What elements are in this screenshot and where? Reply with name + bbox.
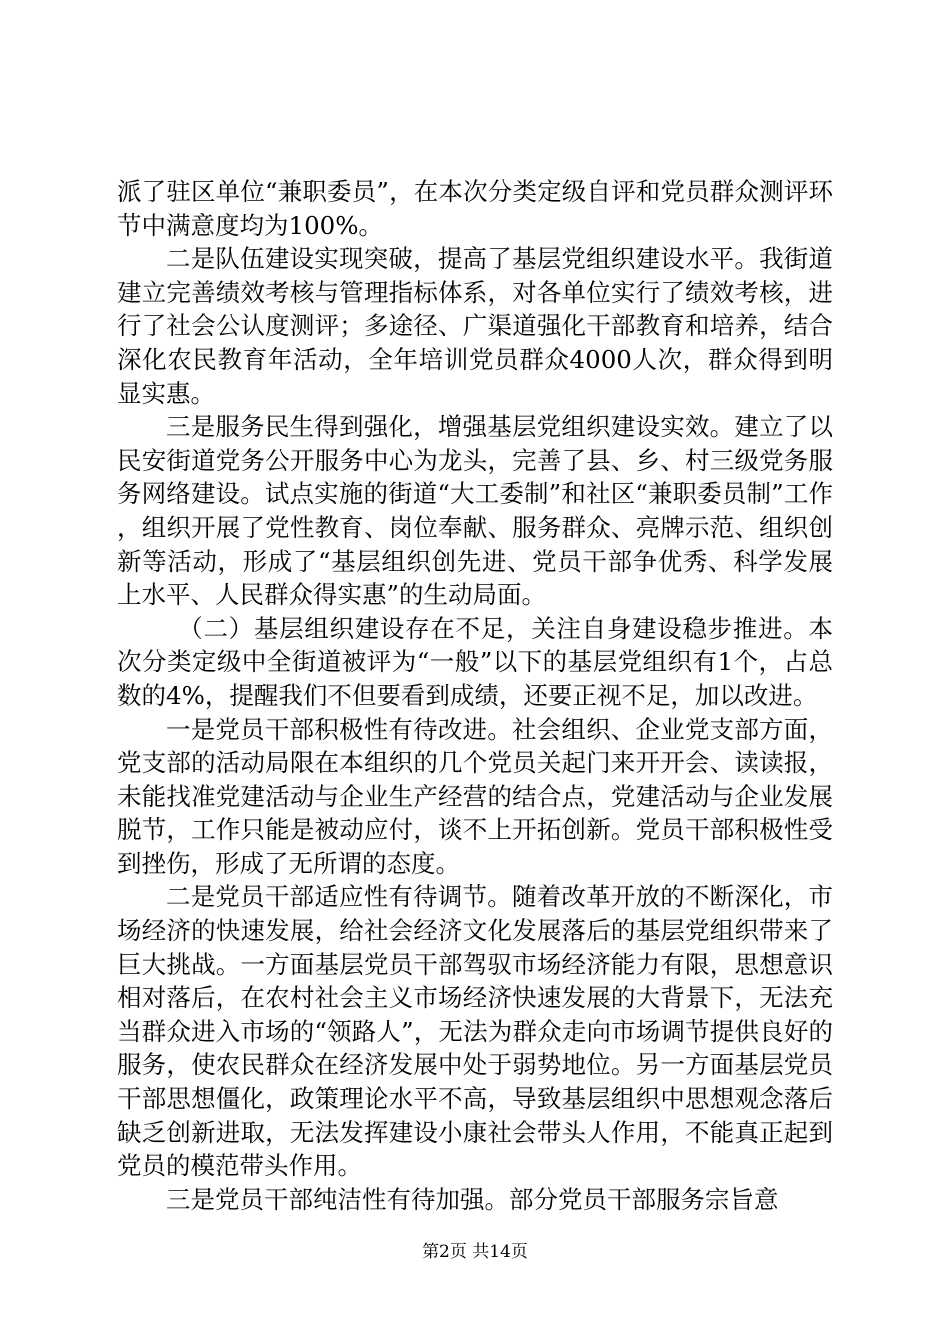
page-number-label: 第2页 共14页: [422, 1242, 528, 1262]
document-body: [117, 175, 833, 1216]
paragraph-1: 派了驻区单位“兼职委员”，在本次分类定级自评和党员群众测评环节中满意度均为100%。: [117, 177, 833, 240]
paragraph-2: 二是队伍建设实现突破，提高了基层党组织建设水平。我街道建立完善绩效考核与管理指标体系，对各单位实行了绩效考核，进行了社会公认度测评；多途径、广渠道强化干部教育和培养，结合深化农民教育年活动，全年培训党员群众4000人次，群众得到明显实惠。: [117, 244, 833, 408]
paragraph-3: 三是服务民生得到强化，增强基层党组织建设实效。建立了以民安街道党务公开服务中心为龙头，完善了县、乡、村三级党务服务网络建设。试点实施的街道“大工委制”和社区“兼职委员制”工作，组织开展了党性教育、岗位奉献、服务群众、亮牌示范、组织创新等活动，形成了“基层组织创先进、党员干部争优秀、科学发展上水平、人民群众得实惠”的生动局面。: [117, 412, 833, 610]
paragraph-4: （二）基层组织建设存在不足，关注自身建设稳步推进。本次分类定级中全街道被评为“一般”以下的基层党组织有1个，占总数的4%，提醒我们不但要看到成绩，还要正视不足，加以改进。: [117, 613, 833, 710]
paragraph-6: 二是党员干部适应性有待调节。随着改革开放的不断深化，市场经济的快速发展，给社会经济文化发展落后的基层党组织带来了巨大挑战。一方面基层党员干部驾驭市场经济能力有限，思想意识相对落后，在农村社会主义市场经济快速发展的大背景下，无法充当群众进入市场的“领路人”，无法为群众走向市场调节提供良好的服务，使农民群众在经济发展中处于弱势地位。另一方面基层党员干部思想僵化，政策理论水平不高，导致基层组织中思想观念落后缺乏创新进取，无法发挥建设小康社会带头人作用，不能真正起到党员的模范带头作用。: [117, 882, 833, 1181]
paragraph-7: 三是党员干部纯洁性有待加强。部分党员干部服务宗旨意: [166, 1184, 779, 1214]
paragraph-5: 一是党员干部积极性有待改进。社会组织、企业党支部方面，党支部的活动局限在本组织的几个党员关起门来开开会、读读报，未能找准党建活动与企业生产经营的结合点，党建活动与企业发展脱节，工作只能是被动应付，谈不上开拓创新。党员干部积极性受到挫伤，形成了无所谓的态度。: [117, 714, 833, 878]
page-footer: [0, 1240, 950, 1264]
